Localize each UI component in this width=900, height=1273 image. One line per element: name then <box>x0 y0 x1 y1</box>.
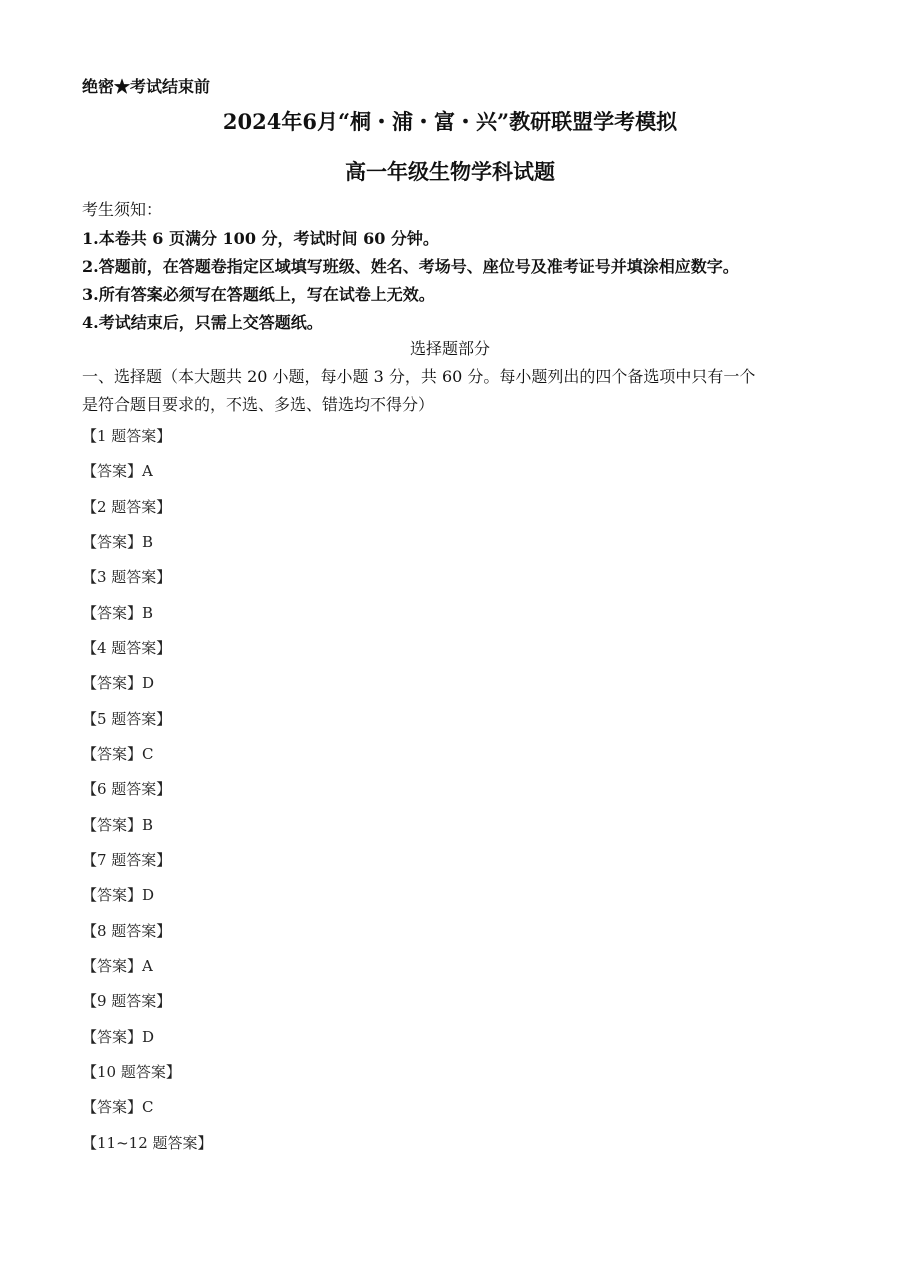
answer-text: 【答案】D <box>82 886 155 904</box>
answer-text: 【答案】A <box>82 462 153 480</box>
answer-text: 【答案】C <box>82 1098 154 1116</box>
question-label: 【7 题答案】 <box>82 851 172 869</box>
notice-item: 1.本卷共 6 页满分 100 分，考试时间 60 分钟。 <box>82 229 439 248</box>
question-label: 【8 题答案】 <box>82 922 172 940</box>
notice-item: 3.所有答案必须写在答题纸上，写在试卷上无效。 <box>82 285 435 304</box>
section-title: 选择题部分 <box>409 339 490 358</box>
answer-text: 【答案】B <box>82 604 154 622</box>
question-label: 【4 题答案】 <box>82 639 172 657</box>
question-label: 【10 题答案】 <box>82 1063 181 1081</box>
page-subtitle: 高一年级生物学科试题 <box>345 159 555 184</box>
secret-label: 绝密★考试结束前 <box>82 77 211 96</box>
page-title: 2024年6月“桐・浦・富・兴”教研联盟学考模拟 <box>222 109 678 134</box>
answer-text: 【答案】B <box>82 533 154 551</box>
notice-heading: 考生须知： <box>82 200 163 219</box>
question-label: 【2 题答案】 <box>82 498 172 516</box>
question-label: 【5 题答案】 <box>82 710 172 728</box>
question-label: 【1 题答案】 <box>82 427 172 445</box>
answer-text: 【答案】B <box>82 816 154 834</box>
question-header-line: 是符合题目要求的，不选、多选、错选均不得分） <box>82 395 435 414</box>
question-label: 【3 题答案】 <box>82 568 172 586</box>
notice-item: 4.考试结束后，只需上交答题纸。 <box>82 313 323 332</box>
notice-item: 2.答题前，在答题卷指定区域填写班级、姓名、考场号、座位号及准考证号并填涂相应数字。 <box>82 257 739 276</box>
answer-text: 【答案】A <box>82 957 153 975</box>
question-label: 【9 题答案】 <box>82 992 172 1010</box>
question-header-line: 一、选择题（本大题共 20 小题，每小题 3 分，共 60 分。每小题列出的四个备选项中只有一个 <box>82 367 756 386</box>
question-label: 【6 题答案】 <box>82 780 172 798</box>
answer-text: 【答案】C <box>82 745 154 763</box>
question-label: 【11~12 题答案】 <box>82 1134 213 1152</box>
answer-text: 【答案】D <box>82 674 155 692</box>
answer-text: 【答案】D <box>82 1028 155 1046</box>
